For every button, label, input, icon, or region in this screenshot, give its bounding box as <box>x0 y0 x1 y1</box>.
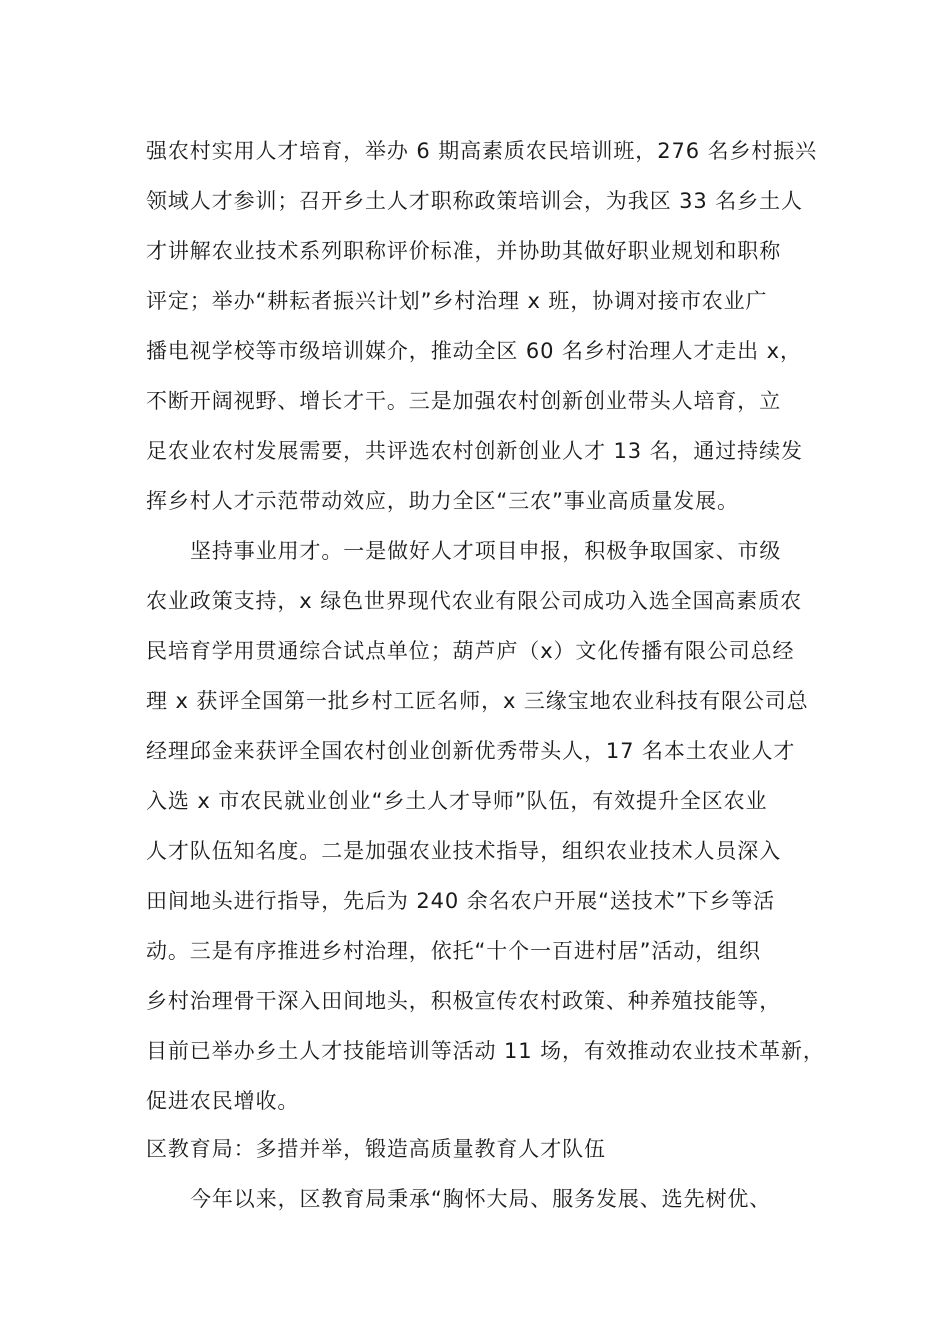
paragraph-start-line: 坚持事业用才。一是做好人才项目申报，积极争取国家、市级 <box>190 539 782 563</box>
text-line: 动。三是有序推进乡村治理，依托“十个一百进村居”活动，组织 <box>146 939 761 963</box>
text-line: 才讲解农业技术系列职称评价标准，并协助其做好职业规划和职称 <box>146 239 782 263</box>
text-line: 领域人才参训；召开乡土人才职称政策培训会，为我区 33 名乡土人 <box>146 189 803 213</box>
text-line: 田间地头进行指导，先后为 240 余名农户开展“送技术”下乡等活 <box>146 889 775 913</box>
text-line: 入选 x 市农民就业创业“乡土人才导师”队伍，有效提升全区农业 <box>146 789 768 813</box>
text-line: 农业政策支持，x 绿色世界现代农业有限公司成功入选全国高素质农 <box>146 589 803 613</box>
text-line: 强农村实用人才培育，举办 6 期高素质农民培训班，276 名乡村振兴 <box>146 139 818 163</box>
text-line: 乡村治理骨干深入田间地头，积极宣传农村政策、种养殖技能等， <box>146 989 782 1013</box>
text-line: 经理邱金来获评全国农村创业创新优秀带头人，17 名本土农业人才 <box>146 739 796 763</box>
text-line: 促进农民增收。 <box>146 1089 300 1113</box>
text-line: 民培育学用贯通综合试点单位；葫芦庐（x）文化传播有限公司总经 <box>146 639 795 663</box>
section-heading: 区教育局：多措并举，锻造高质量教育人才队伍 <box>146 1137 606 1161</box>
text-line: 播电视学校等市级培训媒介，推动全区 60 名乡村治理人才走出 x， <box>146 339 802 363</box>
text-line: 目前已举办乡土人才技能培训等活动 11 场，有效推动农业技术革新， <box>146 1039 825 1063</box>
text-line: 足农业农村发展需要，共评选农村创新创业人才 13 名，通过持续发 <box>146 439 803 463</box>
paragraph-start-line: 今年以来，区教育局秉承“胸怀大局、服务发展、选先树优、 <box>190 1187 772 1211</box>
text-line: 理 x 获评全国第一批乡村工匠名师，x 三缘宝地农业科技有限公司总 <box>146 689 809 713</box>
text-line: 不断开阔视野、增长才干。三是加强农村创新创业带头人培育，立 <box>146 389 782 413</box>
text-line: 挥乡村人才示范带动效应，助力全区“三农”事业高质量发展。 <box>146 489 739 513</box>
text-line: 评定；举办“耕耘者振兴计划”乡村治理 x 班，协调对接市农业广 <box>146 289 768 313</box>
text-line: 人才队伍知名度。二是加强农业技术指导，组织农业技术人员深入 <box>146 839 782 863</box>
